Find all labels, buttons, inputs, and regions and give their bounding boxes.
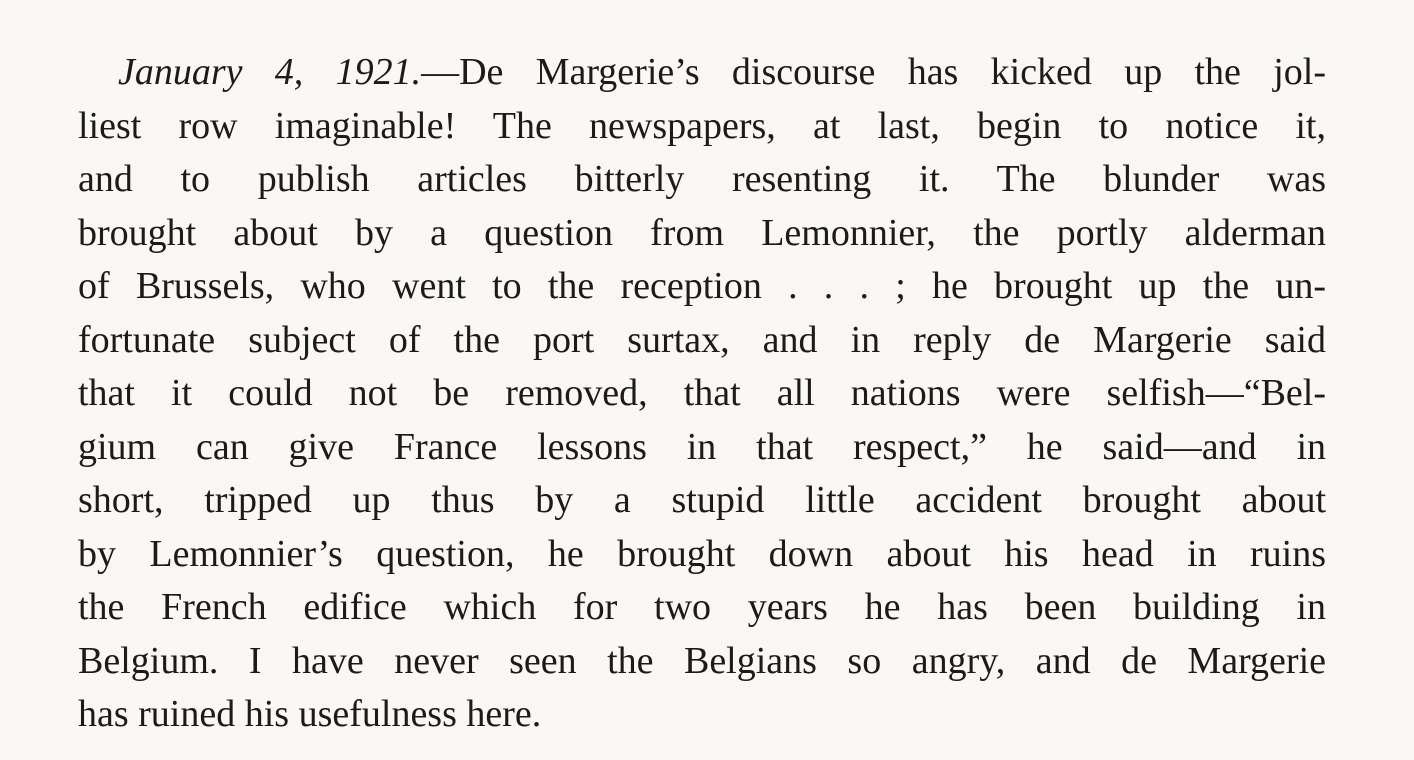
diary-entry bbox=[78, 46, 1326, 742]
text-line-3: and to publish articles bitterly resenting it. The blunder was bbox=[78, 158, 1326, 200]
entry-date: January 4, 1921. bbox=[118, 51, 422, 93]
text-line-6: fortunate subject of the port surtax, and in reply de Margerie said bbox=[78, 318, 1326, 361]
text-line-11: the French edifice which for two years he has been building in bbox=[78, 586, 1326, 628]
text-line-12: Belgium. I have never seen the Belgians so angry, and de Margerie bbox=[78, 639, 1326, 682]
text-line-13: has ruined his usefulness here. bbox=[78, 693, 542, 735]
text-line-7: that it could not be removed, that all nations were selfish—“Bel- bbox=[78, 372, 1326, 414]
text-line-10: by Lemonnier’s question, he brought down about his head in ruins bbox=[78, 532, 1326, 575]
entry-first-line: —De Margerie’s discourse has kicked up the jol- bbox=[421, 51, 1326, 93]
text-line-2: liest row imaginable! The newspapers, at last, begin to notice it, bbox=[78, 104, 1326, 147]
text-line-1 bbox=[78, 46, 1326, 100]
text-line-8: gium can give France lessons in that respect,” he said—and in bbox=[78, 425, 1326, 468]
text-line-9: short, tripped up thus by a stupid little accident brought about bbox=[78, 479, 1326, 521]
text-line-4: brought about by a question from Lemonnier, the portly alderman bbox=[78, 211, 1326, 254]
text-line-5: of Brussels, who went to the reception . . . ; he brought up the un- bbox=[78, 265, 1326, 307]
